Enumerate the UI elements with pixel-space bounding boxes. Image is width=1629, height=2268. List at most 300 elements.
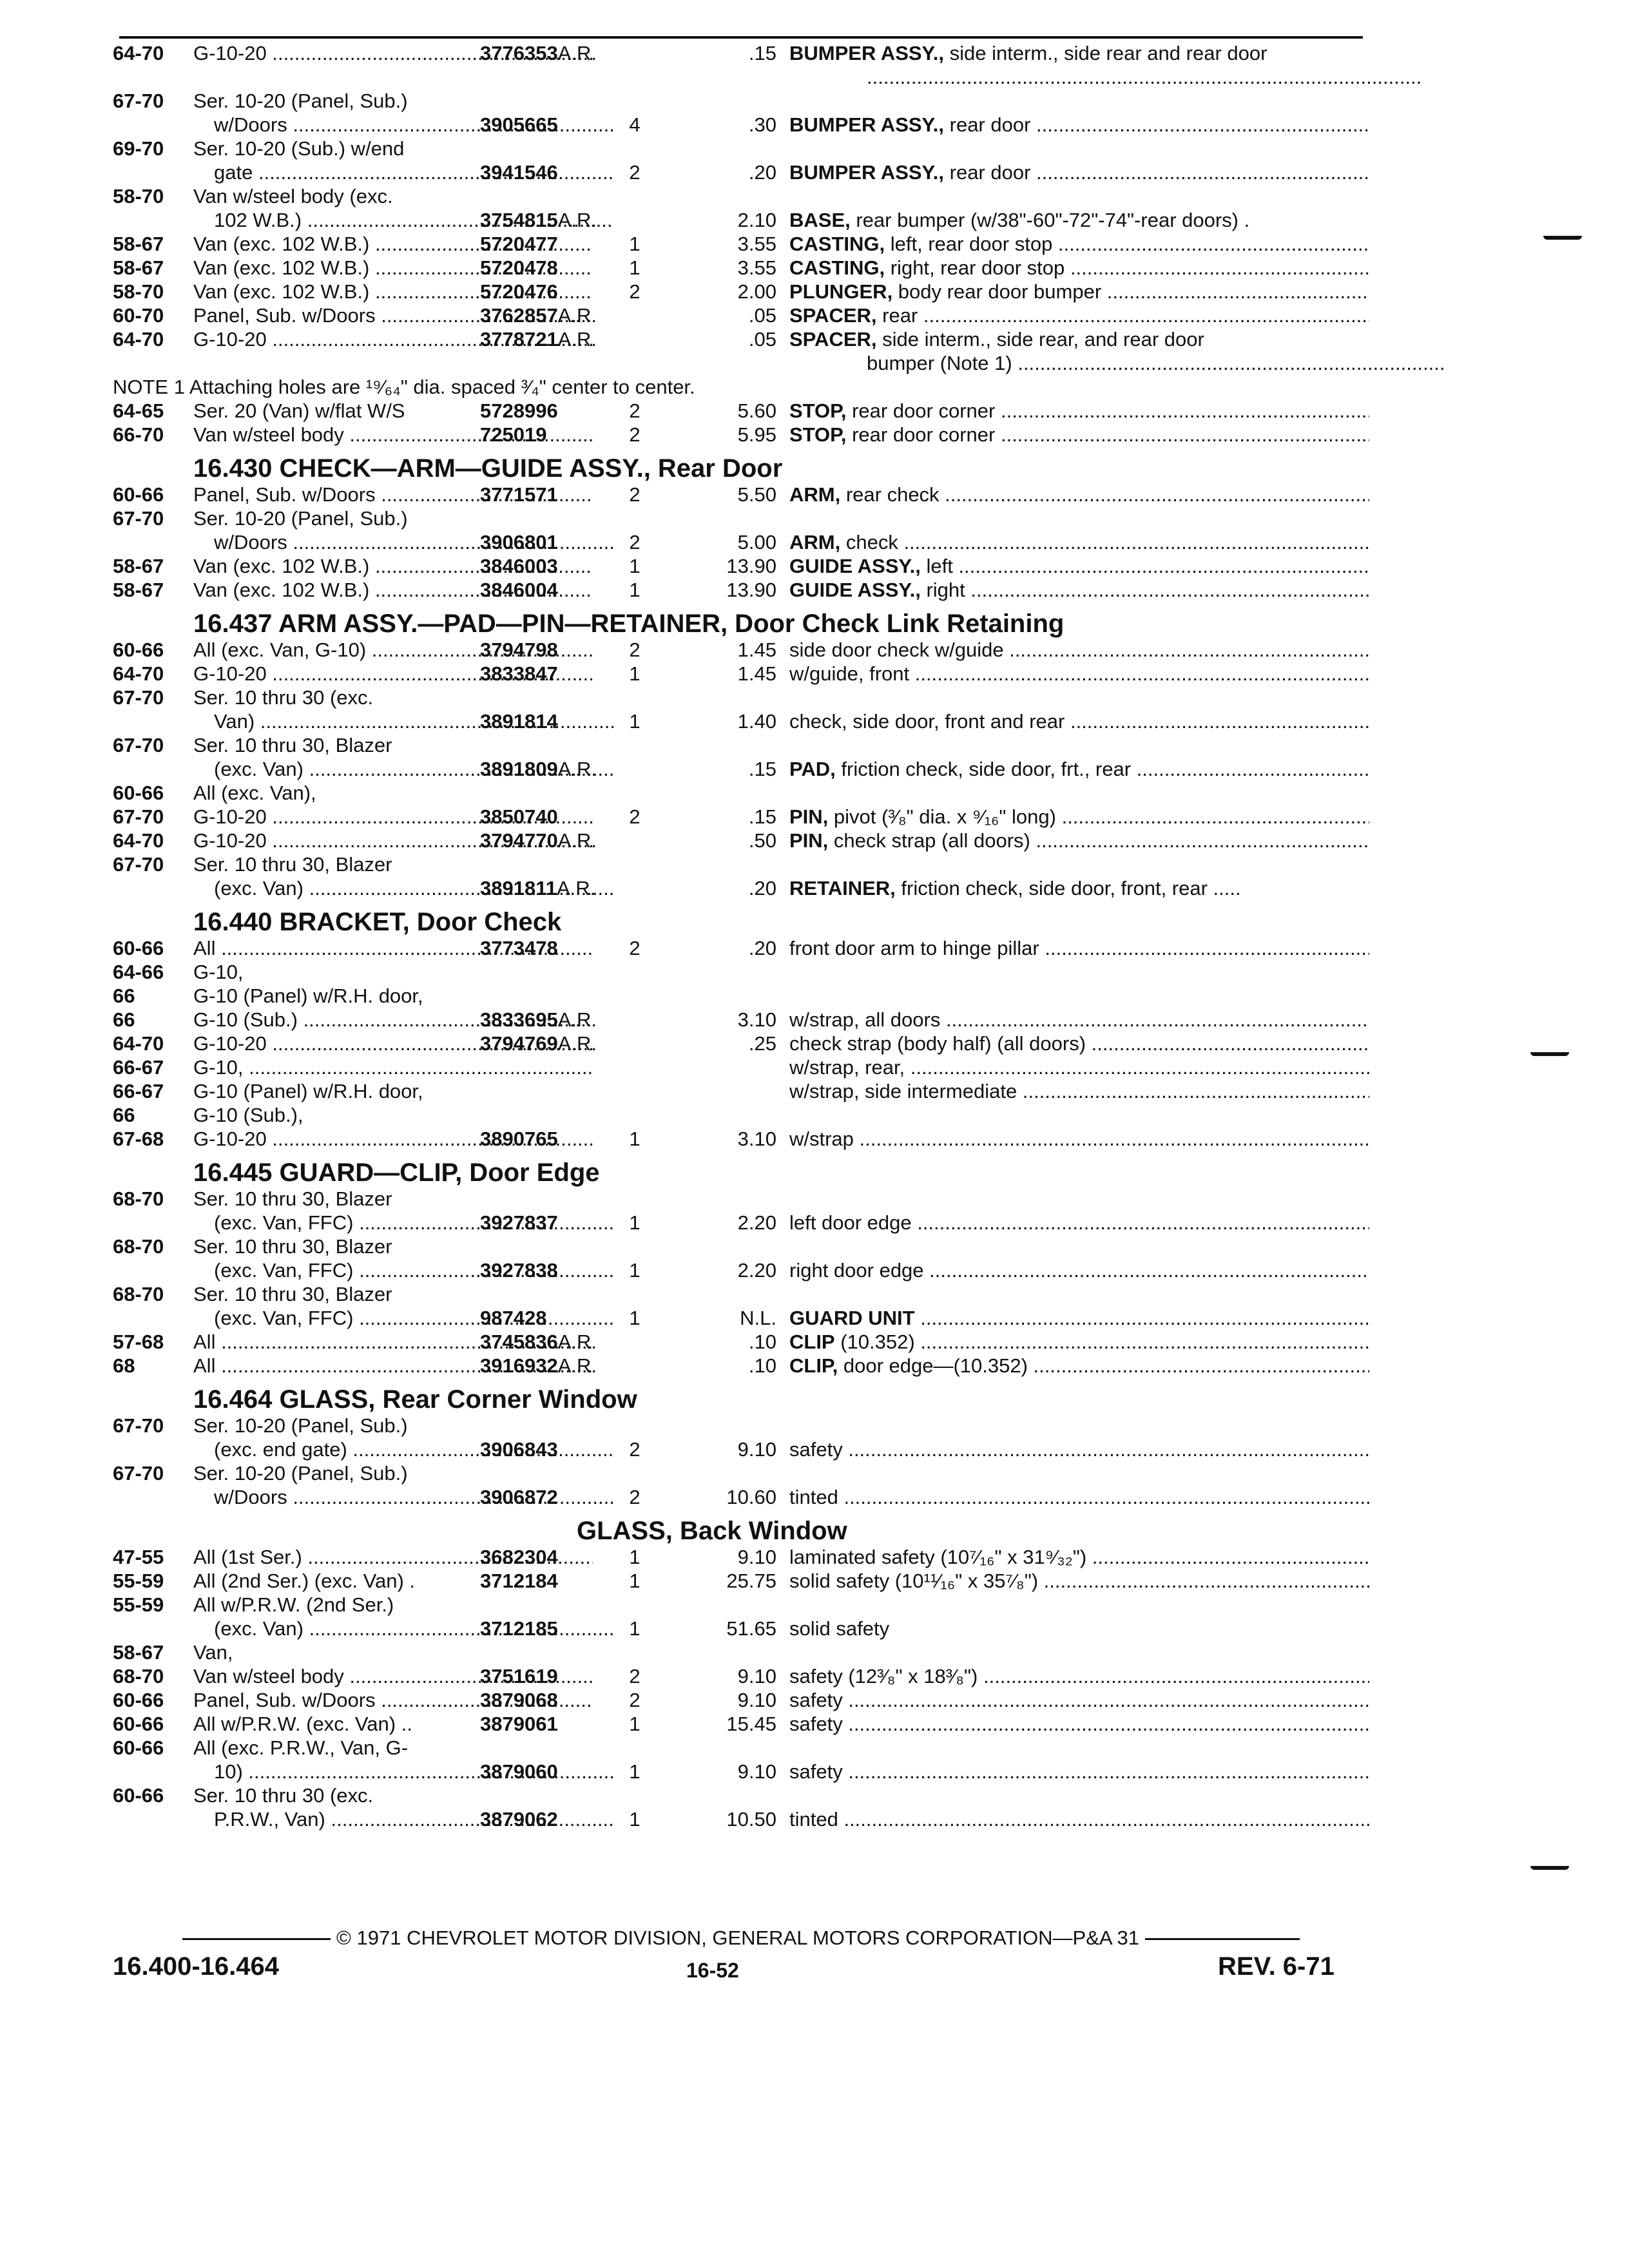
item-name: BASE, (789, 209, 851, 231)
model-description-text: Van (exc. 102 W.B.) ..... (193, 280, 593, 303)
model-years: 58-67 (113, 555, 164, 577)
parts-row (113, 1127, 1369, 1151)
parts-row (113, 232, 1369, 256)
price: .05 (748, 304, 776, 327)
part-number: 3879060 (480, 1760, 558, 1783)
item-detail: rear door (944, 113, 1031, 136)
part-number-cell (480, 1354, 597, 1378)
quantity: 2 (629, 280, 641, 303)
item-description-text (789, 42, 1267, 64)
item-detail: safety (789, 1713, 843, 1735)
parts-row (113, 638, 1369, 662)
model-years: 68 (113, 1354, 135, 1377)
price: .20 (748, 937, 776, 959)
model-years: 64-70 (113, 829, 164, 852)
model-description-text: Ser. 10 thru 30, Blazer (193, 1283, 392, 1305)
model-years: 64-65 (113, 399, 164, 422)
parts-row (113, 1688, 1369, 1712)
section-heading (113, 1509, 1369, 1545)
item-description-text (789, 1665, 1369, 1687)
section-heading-text: GLASS, Back Window (577, 1517, 847, 1545)
model-years: 58-67 (113, 579, 164, 601)
parts-row (113, 506, 1369, 530)
part-number-cell (480, 662, 558, 686)
item-description (789, 351, 1447, 375)
item-name: SPACER, (789, 328, 877, 351)
parts-row (113, 1055, 1369, 1079)
part-number-cell (480, 399, 558, 423)
parts-row (113, 709, 1369, 733)
item-detail: bumper (Note 1) (867, 352, 1012, 374)
parts-row (113, 137, 1369, 160)
footer-rule-left (182, 1938, 331, 1940)
part-number-cell (480, 41, 597, 65)
part-number: 3906843 (480, 1438, 558, 1461)
item-name: PIN, (789, 805, 829, 828)
price: 5.95 (737, 423, 776, 446)
quantity: 1 (629, 1808, 641, 1831)
model-years: 60-66 (113, 1689, 164, 1711)
part-number: 3794770 (480, 829, 558, 852)
model-years: 57-68 (113, 1331, 164, 1353)
parts-row (113, 280, 1369, 303)
item-description (789, 113, 1369, 137)
model-description-text: G-10-20 ..... (193, 662, 593, 685)
price: 9.10 (737, 1689, 776, 1711)
item-detail: side door check w/guide (789, 639, 1004, 661)
item-description (789, 1258, 1369, 1282)
item-description-text (789, 1486, 1369, 1508)
model-description (193, 1187, 593, 1211)
part-quantity-note: A.R. (557, 304, 597, 327)
model-description (193, 1783, 593, 1807)
parts-row (113, 1569, 1369, 1593)
parts-row (113, 1211, 1369, 1235)
item-detail: solid safety (789, 1617, 890, 1640)
model-years: 60-66 (113, 483, 164, 506)
parts-row (113, 781, 1369, 805)
parts-row (113, 1712, 1369, 1736)
part-number-cell (480, 208, 597, 232)
item-description (789, 1330, 1369, 1354)
part-number-cell (480, 805, 558, 829)
item-detail: side interm., side rear, and rear door (876, 328, 1204, 351)
model-description-text: w/Doors ..... (214, 531, 613, 553)
item-description-text (789, 710, 1369, 733)
item-name: PAD, (789, 758, 836, 780)
item-name: CASTING, (789, 256, 885, 279)
item-description-text (789, 1617, 889, 1640)
item-name: CASTING, (789, 233, 885, 255)
part-number-cell (480, 1330, 597, 1354)
item-description-text (789, 1259, 1369, 1282)
part-number-cell (480, 1032, 597, 1055)
item-description (789, 1688, 1369, 1712)
parts-row (113, 160, 1369, 184)
item-detail: friction check, side door, frt., rear (835, 758, 1132, 780)
item-description (789, 1545, 1369, 1569)
parts-row (113, 757, 1369, 781)
part-quantity-note: A.R. (557, 758, 597, 780)
model-description-text: G-10 (Sub.), (193, 1104, 304, 1126)
model-years: 64-70 (113, 662, 164, 685)
part-number-cell (480, 160, 558, 184)
item-description (789, 1760, 1369, 1783)
part-number: 3745836 (480, 1331, 558, 1353)
parts-row (113, 375, 1369, 399)
model-description-text: Van) ..... (214, 710, 613, 733)
quantity: 1 (629, 1760, 641, 1783)
part-number: 5728996 (480, 399, 558, 422)
part-number: 3891809 (480, 758, 558, 780)
item-name: BUMPER ASSY., (789, 161, 945, 184)
part-number-cell (480, 327, 597, 351)
parts-row (113, 1760, 1369, 1783)
section-heading-text: 16.464 GLASS, Rear Corner Window (193, 1385, 637, 1414)
parts-row (113, 1593, 1369, 1617)
section-heading-text: 16.437 ARM ASSY.—PAD—PIN—RETAINER, Door Check Link Retaining (193, 610, 1065, 638)
model-description-text: Ser. 10 thru 30 (exc. (193, 686, 374, 709)
quantity: 1 (629, 233, 641, 255)
price: .20 (748, 877, 776, 899)
model-years: 60-70 (113, 304, 164, 327)
part-number-cell (480, 757, 597, 781)
item-detail: check strap (body half) (all doors) (789, 1032, 1086, 1055)
item-description-text (789, 1307, 1369, 1329)
part-number-cell (480, 530, 558, 554)
model-years: 47-55 (113, 1546, 164, 1568)
part-number: 3890765 (480, 1128, 558, 1150)
price: 5.50 (737, 483, 776, 506)
quantity: 1 (629, 579, 641, 601)
item-description (789, 160, 1369, 184)
model-years: 60-66 (113, 639, 164, 661)
item-description-text (789, 805, 1369, 828)
quantity: 1 (629, 710, 641, 733)
parts-row (113, 829, 1369, 852)
binder-hole-mark (1530, 1052, 1569, 1056)
quantity: 1 (629, 662, 641, 685)
part-number-cell (480, 876, 595, 900)
price: 1.45 (737, 662, 776, 685)
item-description (789, 256, 1369, 280)
price: .15 (748, 42, 776, 64)
model-years: 68-70 (113, 1665, 164, 1687)
part-number: 3850740 (480, 805, 558, 828)
parts-row (113, 662, 1369, 686)
price: .15 (748, 805, 776, 828)
part-number-cell (480, 232, 558, 256)
parts-row (113, 1783, 1369, 1807)
item-description (789, 1032, 1369, 1055)
model-years: 67-68 (113, 1128, 164, 1150)
section-heading-text: 16.445 GUARD—CLIP, Door Edge (193, 1158, 600, 1187)
part-number: 3916932 (480, 1354, 558, 1377)
model-description-text: Panel, Sub. w/Doors ..... (193, 1689, 593, 1711)
copyright-text: © 1971 CHEVROLET MOTOR DIVISION, GENERAL MOTORS CORPORATION—P&A 31 (336, 1927, 1139, 1949)
part-number-cell (480, 113, 558, 137)
item-description-text (867, 66, 1422, 88)
item-detail: rear door corner (846, 399, 996, 422)
part-number-cell (480, 638, 558, 662)
model-description-text: G-10-20 ..... (193, 1128, 593, 1150)
section-heading (113, 602, 1369, 638)
part-quantity-note: A.R. (557, 209, 597, 231)
model-description-text: Panel, Sub. w/Doors ..... (193, 304, 593, 327)
quantity: 1 (629, 1307, 641, 1329)
part-number: 3751619 (480, 1665, 558, 1687)
item-description (789, 65, 1447, 89)
model-description-text: Van w/steel body ..... (193, 423, 593, 446)
parts-row (113, 554, 1369, 578)
binder-hole-mark (1530, 1866, 1569, 1870)
part-number: 3879068 (480, 1689, 558, 1711)
item-description-text (789, 1713, 1369, 1735)
item-description (789, 483, 1369, 506)
item-description-text (867, 352, 1447, 374)
item-description-text (789, 579, 1369, 601)
part-number: 987428 (480, 1307, 547, 1329)
model-description-text: (exc. Van) ..... (214, 877, 613, 899)
item-detail: left (920, 555, 953, 577)
price: 10.50 (726, 1808, 776, 1831)
model-years: 67-70 (113, 1414, 164, 1437)
item-description (789, 805, 1369, 829)
item-detail: front door arm to hinge pillar (789, 937, 1039, 959)
model-description-text: G-10-20 ..... (193, 829, 593, 852)
quantity: 2 (629, 805, 641, 828)
item-detail: check (840, 531, 898, 553)
item-detail: w/guide, front (789, 662, 910, 685)
parts-row (113, 852, 1369, 876)
item-detail: w/strap, all doors (789, 1008, 941, 1031)
item-description (789, 280, 1369, 303)
item-description (789, 554, 1369, 578)
part-number-cell (480, 829, 597, 852)
parts-row (113, 89, 1369, 113)
item-name: STOP, (789, 399, 847, 422)
item-detail: w/strap, rear, (789, 1056, 905, 1079)
price: 9.10 (737, 1665, 776, 1687)
item-detail: w/strap (789, 1128, 854, 1150)
item-description (789, 662, 1369, 686)
part-number-cell (480, 1617, 558, 1640)
part-number-cell (480, 1688, 558, 1712)
model-description-text: gate ..... (214, 161, 613, 184)
model-description (193, 137, 593, 160)
item-description (789, 1008, 1369, 1032)
item-description-text (789, 639, 1369, 661)
model-description-text: Ser. 10 thru 30, Blazer (193, 853, 392, 876)
price: 5.60 (737, 399, 776, 422)
model-description-text: All (exc. Van, G-10) ..... (193, 639, 593, 661)
parts-row (113, 686, 1369, 709)
parts-row (113, 208, 1369, 232)
item-description (789, 327, 1369, 351)
parts-row (113, 1330, 1369, 1354)
model-description-text: (exc. end gate) ..... (214, 1438, 613, 1461)
quantity: 2 (629, 1438, 641, 1461)
item-detail: right door edge (789, 1259, 924, 1282)
part-number-cell (480, 280, 558, 303)
part-quantity-note: A.R. (557, 1008, 597, 1031)
item-description (789, 1211, 1369, 1235)
part-number: 3927838 (480, 1259, 558, 1282)
quantity: 2 (629, 937, 641, 959)
part-number: 5720476 (480, 280, 558, 303)
parts-row (113, 1545, 1369, 1569)
parts-row (113, 113, 1369, 137)
item-description-text (789, 1689, 1369, 1711)
part-number: 3773478 (480, 937, 558, 959)
model-years: 67-70 (113, 686, 164, 709)
section-heading (113, 1151, 1369, 1187)
quantity: 1 (629, 1546, 641, 1568)
part-number-cell (480, 1211, 558, 1235)
part-number-cell (480, 554, 558, 578)
model-years: 58-67 (113, 1641, 164, 1664)
model-years: 60-66 (113, 1784, 164, 1807)
parts-row (113, 1354, 1369, 1378)
model-years: 67-70 (113, 805, 164, 828)
item-name: ARM, (789, 483, 841, 506)
parts-row (113, 960, 1369, 984)
item-detail: check, side door, front and rear (789, 710, 1065, 733)
model-years: 66 (113, 1104, 135, 1126)
model-description-text: Ser. 10 thru 30, Blazer (193, 1187, 392, 1210)
price: 15.45 (726, 1713, 776, 1735)
quantity: 1 (629, 256, 641, 279)
model-description-text: All w/P.R.W. (2nd Ser.) (193, 1593, 394, 1616)
model-description-text: Van (exc. 102 W.B.) ..... (193, 555, 593, 577)
parts-row (113, 483, 1369, 506)
model-years: 66 (113, 985, 135, 1007)
model-description (193, 686, 593, 709)
parts-row (113, 1617, 1369, 1640)
model-description-text: Ser. 10-20 (Panel, Sub.) (193, 507, 408, 530)
item-description (789, 1306, 1369, 1330)
part-number: 725019 (480, 423, 547, 446)
model-description-text: All ..... (193, 937, 593, 959)
part-number: 3927837 (480, 1211, 558, 1234)
item-description (789, 936, 1369, 960)
model-description-text: G-10 (Panel) w/R.H. door, (193, 985, 423, 1007)
part-number: 3879061 (480, 1713, 558, 1735)
model-description (193, 1461, 593, 1485)
model-years: 55-59 (113, 1570, 164, 1592)
item-detail: tinted (789, 1808, 838, 1831)
model-description-text: Ser. 10-20 (Panel, Sub.) (193, 90, 408, 112)
price: N.L. (740, 1307, 776, 1329)
item-description (789, 1127, 1369, 1151)
item-detail: rear door (944, 161, 1031, 184)
parts-row (113, 805, 1369, 829)
model-years: 64-70 (113, 1032, 164, 1055)
parts-row (113, 65, 1369, 89)
price: .10 (748, 1354, 776, 1377)
item-description (789, 1485, 1369, 1509)
part-number: 3712184 (480, 1570, 558, 1592)
parts-row (113, 578, 1369, 602)
part-number-cell (480, 936, 558, 960)
parts-row (113, 1258, 1369, 1282)
part-number-cell (480, 1258, 558, 1282)
price: .25 (748, 1032, 776, 1055)
item-description (789, 578, 1369, 602)
model-description (193, 1593, 593, 1617)
item-description-text (789, 1331, 1369, 1353)
price: .05 (748, 328, 776, 351)
price: .10 (748, 1331, 776, 1353)
parts-row (113, 1008, 1369, 1032)
part-quantity-note: A.R. (557, 1032, 597, 1055)
parts-row (113, 1282, 1369, 1306)
quantity: 1 (629, 1259, 641, 1282)
part-number-cell (480, 1306, 546, 1330)
part-number-cell (480, 1569, 558, 1593)
model-description-text: All ..... (193, 1331, 593, 1353)
price: 3.10 (737, 1008, 776, 1031)
item-description-text (789, 1080, 1369, 1102)
parts-listing (113, 41, 1369, 1831)
model-description-text: All (1st Ser.) ..... (193, 1546, 593, 1568)
price: 9.10 (737, 1438, 776, 1461)
model-description-text: 10) ..... (214, 1760, 613, 1783)
item-description (789, 423, 1369, 447)
model-description-text: G-10, ..... (193, 1056, 593, 1079)
part-number-cell (480, 1760, 558, 1783)
model-years: 64-70 (113, 42, 164, 64)
part-number: 5720477 (480, 233, 558, 255)
quantity: 2 (629, 1486, 641, 1508)
item-description (789, 757, 1369, 781)
part-number: 3846004 (480, 579, 558, 601)
item-detail: tinted (789, 1486, 838, 1508)
item-name: GUIDE ASSY., (789, 555, 921, 577)
item-description (789, 1617, 1369, 1640)
model-description-text: w/Doors ..... (214, 113, 613, 136)
parts-row (113, 41, 1369, 65)
model-description-text: All (exc. P.R.W., Van, G- (193, 1736, 409, 1759)
item-description-text (789, 662, 1369, 685)
part-quantity-note: A.R. (557, 328, 597, 351)
part-number-cell (480, 256, 558, 280)
quantity: 2 (629, 483, 641, 506)
part-number-cell (480, 303, 597, 327)
item-detail: right (920, 579, 965, 601)
item-detail: rear check (840, 483, 940, 506)
parts-row (113, 1807, 1369, 1831)
parts-row (113, 1187, 1369, 1211)
model-years: 58-70 (113, 280, 164, 303)
model-description-text: All w/P.R.W. (exc. Van) .. (193, 1713, 412, 1735)
item-description-text (789, 758, 1369, 780)
item-description (789, 638, 1369, 662)
price: .30 (748, 113, 776, 136)
item-description-text (789, 555, 1369, 577)
item-detail: safety (789, 1438, 843, 1461)
model-years: 67-70 (113, 1462, 164, 1485)
parts-row (113, 1461, 1369, 1485)
model-description (193, 781, 593, 805)
item-description-text (789, 423, 1369, 446)
parts-row (113, 1437, 1369, 1461)
part-number: 3905665 (480, 113, 558, 136)
item-name: SPACER, (789, 304, 877, 327)
item-description-text (789, 399, 1369, 422)
model-description (193, 1235, 593, 1258)
item-description-text (789, 256, 1369, 279)
